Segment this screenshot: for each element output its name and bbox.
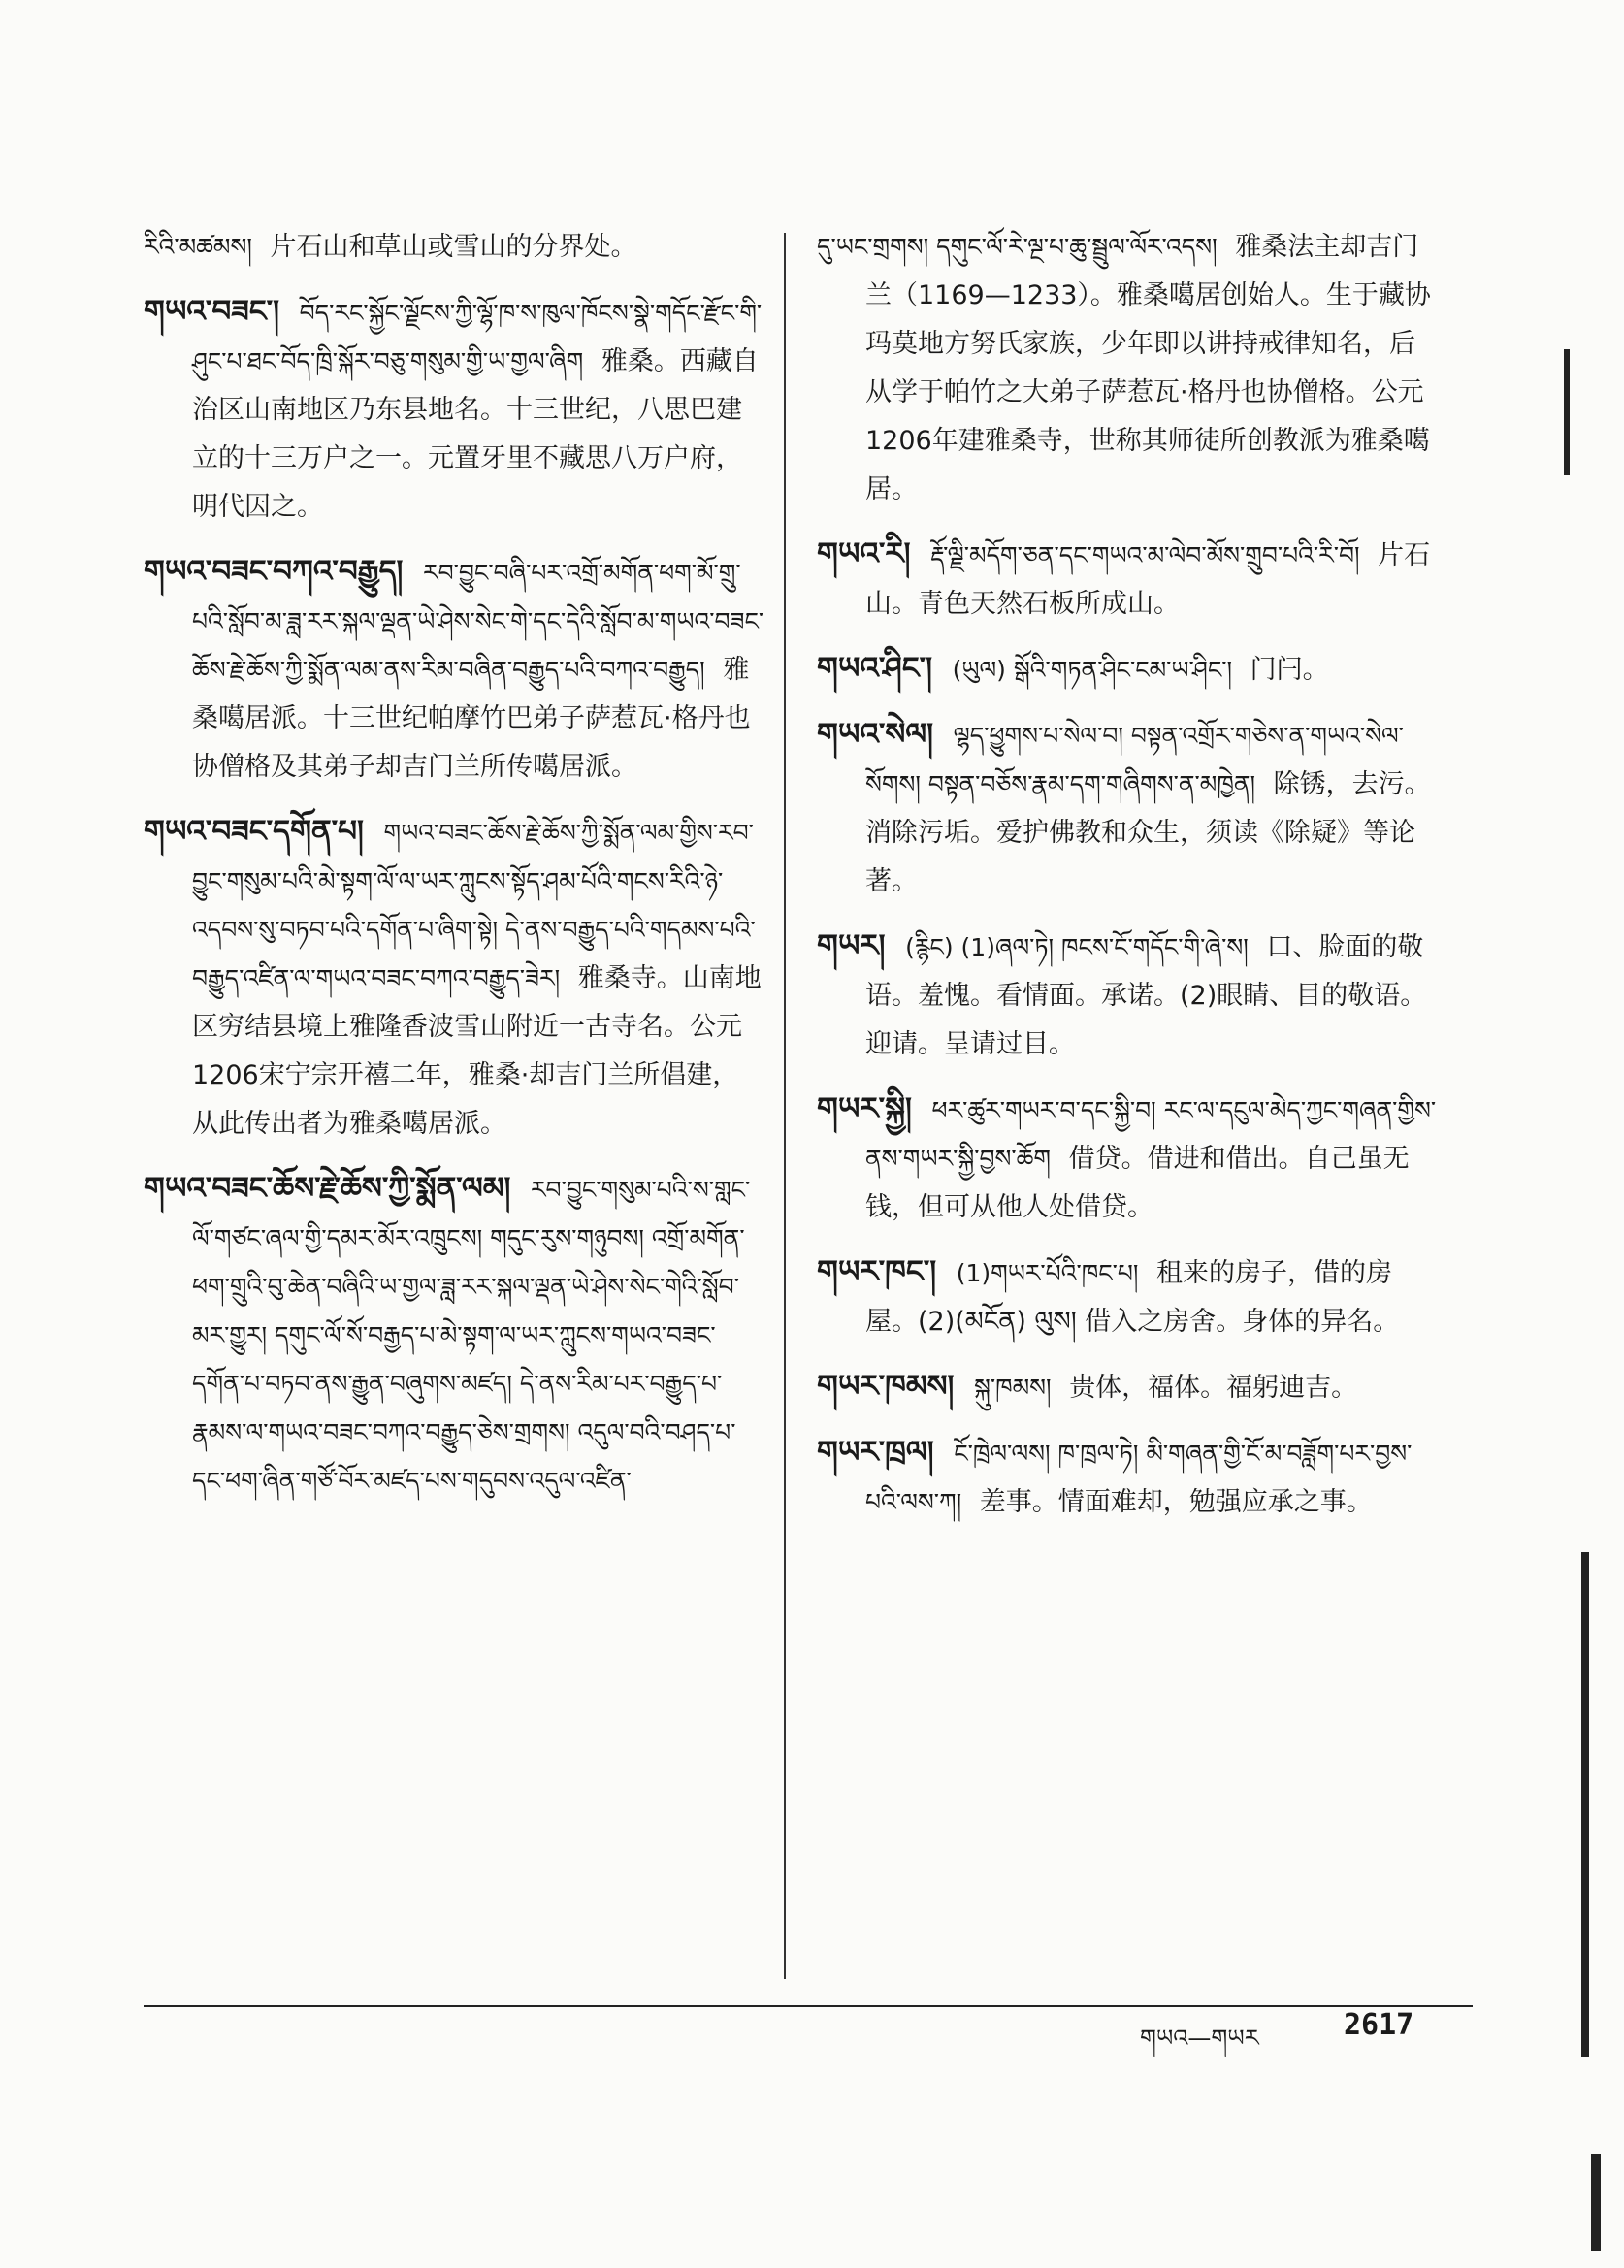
running-head: གཡའ—གཡར (1140, 2025, 1259, 2052)
entry-tibetan: གཡའ་བཟང་ཆོས་རྗེ་ཆོས་ཀྱི་སྨོན་ལམ་གྱིས་རབ་བྱུང་གསུམ་པའི་མེ་སྟག་ལོ་ལ་ཡར་ཀླུངས་སྟོད་ཤམ་པོའི་གངས་རིའི་ཉེ་འདབས་སུ་བཏབ་པའི་དགོན་པ་ཞིག་སྟེ། དེ་ནས་བརྒྱུད་པའི་གདམས་པའི་བརྒྱུད་འཛིན་ལ་གཡའ་བཟང་བཀའ་བརྒྱུད་ཟེར། (192, 819, 756, 992)
scan-edge-mark (1591, 2154, 1601, 2251)
entry-headword: གཡའ་བཟང་། (144, 294, 280, 329)
entry-headword: གཡར་ཁམས། (817, 1369, 955, 1404)
entry-headword: གཡའ་བཟང་ཆོས་རྗེ་ཆོས་ཀྱི་སྨོན་ལམ། (144, 1171, 511, 1206)
entry-headword: གཡའ་རི། (817, 536, 911, 571)
entry-tibetan: དུ་ཡང་གྲགས། དགུང་ལོ་རེ་ལྔ་པ་ཆུ་སྦྲུལ་ལོར་འདས། (817, 233, 1218, 261)
scan-edge-mark (1564, 349, 1570, 475)
entry-chinese: 雅桑寺。山南地区穷结县境上雅隆香波雪山附近一古寺名。公元1206宋宁宗开禧二年，雅桑·却吉门兰所倡建，从此传出者为雅桑噶居派。 (192, 963, 762, 1139)
entry (144, 223, 764, 272)
entry-headword: གཡའ་ཤིང་། (817, 651, 933, 686)
entry-chinese: 雅桑噶居派。十三世纪帕摩竹巴弟子萨惹瓦·格丹也协僧格及其弟子却吉门兰所传噶居派。 (192, 655, 751, 782)
entry-tibetan: བོད་རང་སྐྱོང་ལྗོངས་ཀྱི་ལྷོ་ཁ་ས་ཁུལ་ཁོངས་སྣེ་གདོང་རྫོང་གི་ཤུང་པ་ཐང་བོད་ཁྲི་སྐོར་བཅུ་གསུམ་གྱི་ཡ་གྱལ་ཞིག (192, 299, 763, 375)
entry (817, 1247, 1438, 1346)
entry (817, 530, 1438, 629)
entry-headword: གཡའ་བཟང་བཀའ་བརྒྱུད། (144, 554, 404, 589)
entry-chinese: 门闩。 (1250, 655, 1329, 685)
entry-tibetan: རབ་བྱུང་གསུམ་པའི་ས་གླང་ལོ་གཙང་ཞལ་གྱི་དམར་མོར་འཁྲུངས། གདུང་རུས་གཉུབས། འགྲོ་མགོན་ཕག་གྲུའི་བུ་ཆེན་བཞིའི་ཡ་གྱལ་ཟླ་རར་སྐལ་ལྡན་ཡེ་ཤེས་སེང་གེའི་སློབ་མར་གྱུར། དགུང་ལོ་སོ་བརྒྱད་པ་མེ་སྟག་ལ་ཡར་ཀླུངས་གཡའ་བཟང་དགོན་པ་བཏབ་ནས་རྒྱུན་བཞུགས་མཛད། དེ་ནས་རིམ་པར་བརྒྱུད་པ་རྣམས་ལ་གཡའ་བཟང་བཀའ་བརྒྱུད་ཅེས་གྲགས། འདུལ་བའི་བཤད་པ་དང་ཕག་ཞིན་གཙོ་བོར་མཛད་པས་གདུབས་འདུལ་འཛིན་ (192, 1176, 751, 1495)
entry (817, 922, 1438, 1069)
entry-chinese: 除锈，去污。消除污垢。爱护佛教和众生，须读《除疑》等论著。 (865, 769, 1431, 896)
entry-chinese: 片石山和草山或雪山的分界处。 (270, 232, 637, 262)
entry-chinese: 雅桑法主却吉门兰（1169—1233）。雅桑噶居创始人。生于藏协玛莫地方努氏家族，少年即以讲持戒律知名，后从学于帕竹之大弟子萨惹瓦·格丹也协僧格。公元1206年建雅桑寺，世称其师徒所创教派为雅桑噶居。 (865, 232, 1431, 504)
entry-tibetan: རིའི་མཚམས། (144, 233, 252, 261)
entry (817, 1085, 1438, 1232)
entry-headword: གཡར་ཁང་། (817, 1254, 937, 1289)
page-number: 2617 (1344, 2008, 1414, 2042)
entry-headword: གཡའ་སེལ། (817, 717, 934, 752)
entry (144, 1164, 764, 1506)
entry-tibetan: (རྙིང) (1)ཞལ་ཏེ། ཁངས་ངོ་གདོང་གི་ཞེ་ས། (905, 933, 1249, 961)
entry-chinese: 借贷。借进和借出。自己虽无钱，但可从他人处借贷。 (865, 1144, 1410, 1222)
footer-rule (144, 2005, 1473, 2007)
entry (817, 710, 1438, 906)
entry (817, 644, 1438, 695)
entry-chinese: 片石山。青色天然石板所成山。 (865, 540, 1431, 619)
right-column (817, 223, 1438, 1542)
column-divider (784, 233, 786, 1979)
entry-chinese: 租来的房子，借的房屋。(2)(མངོན) ལུས། 借入之房舍。身体的异名。 (865, 1258, 1400, 1337)
scan-edge-mark (1581, 1552, 1589, 2057)
entry (144, 287, 764, 532)
entry-tibetan: (1)གཡར་པོའི་ཁང་པ། (956, 1259, 1139, 1287)
entry-headword: གཡར་སྐྱི། (817, 1091, 912, 1126)
entry (817, 1362, 1438, 1412)
entry-tibetan: སྐུ་ཁམས། (973, 1374, 1052, 1402)
entry (817, 1428, 1438, 1527)
entry-tibetan: ལྷད་ཕྱུགས་པ་སེལ་བ། བསྟན་འགྲོར་གཅེས་ན་གཡའ་སེལ་སོགས། བསྟན་བཅོས་རྣམ་དག་གཞིགས་ན་མཁྱེན། (865, 722, 1404, 798)
entry-tibetan: རབ་བྱུང་བཞི་པར་འགྲོ་མགོན་ཕག་མོ་གྲུ་པའི་སློབ་མ་ཟླ་རར་སྐལ་ལྡན་ཡེ་ཤེས་སེང་གེ་དང་དེའི་སློབ་མ་གཡའ་བཟང་ཆོས་རྗེ་ཆོས་ཀྱི་སྨོན་ལམ་ནས་རིམ་བཞིན་བརྒྱུད་པའི་བཀའ་བརྒྱུད། (192, 559, 764, 684)
entry-headword: གཡའ་བཟང་དགོན་པ། (144, 814, 364, 849)
entry-chinese: 雅桑。西藏自治区山南地区乃东县地名。十三世纪，八思巴建立的十三万户之一。元置牙里不藏思八万户府，明代因之。 (192, 346, 759, 522)
entry-headword: གཡར་ཁྲལ། (817, 1435, 934, 1470)
entry (144, 807, 764, 1149)
entry-tibetan: ཕར་ཚུར་གཡར་བ་དང་སྐྱི་བ། རང་ལ་དངུལ་མེད་ཀྱང་གཞན་གྱིས་ནས་གཡར་སྐྱི་བྱས་ཆོག (865, 1096, 1437, 1173)
left-column (144, 223, 764, 1521)
entry-tibetan: (ཡུལ) སྒོའི་གཏན་ཤིང་ངམ་ཡ་ཤིང་། (952, 656, 1233, 684)
entry-chinese: 口、脸面的敬语。羞愧。看情面。承诺。(2)眼睛、目的敬语。迎请。呈请过目。 (865, 932, 1427, 1059)
entry-chinese: 差事。情面难却，勉强应承之事。 (979, 1487, 1373, 1517)
entry-tibetan: ངོ་ཁྲེལ་ལས། ཁ་ཁྲལ་ཏེ། མི་གཞན་གྱི་ངོ་མ་བཟློག་པར་བྱས་པའི་ལས་ཀ། (865, 1440, 1413, 1516)
entry-chinese: 贵体，福体。福躬迪吉。 (1069, 1373, 1358, 1403)
entry-tibetan: རྡོ་ལྗི་མདོག་ཅན་དང་གཡའ་མ་ལེབ་མོས་གྲུབ་པའི་རི་བོ། (930, 541, 1360, 569)
entry-headword: གཡར། (817, 928, 886, 963)
entry (817, 223, 1438, 514)
entry (144, 547, 764, 792)
